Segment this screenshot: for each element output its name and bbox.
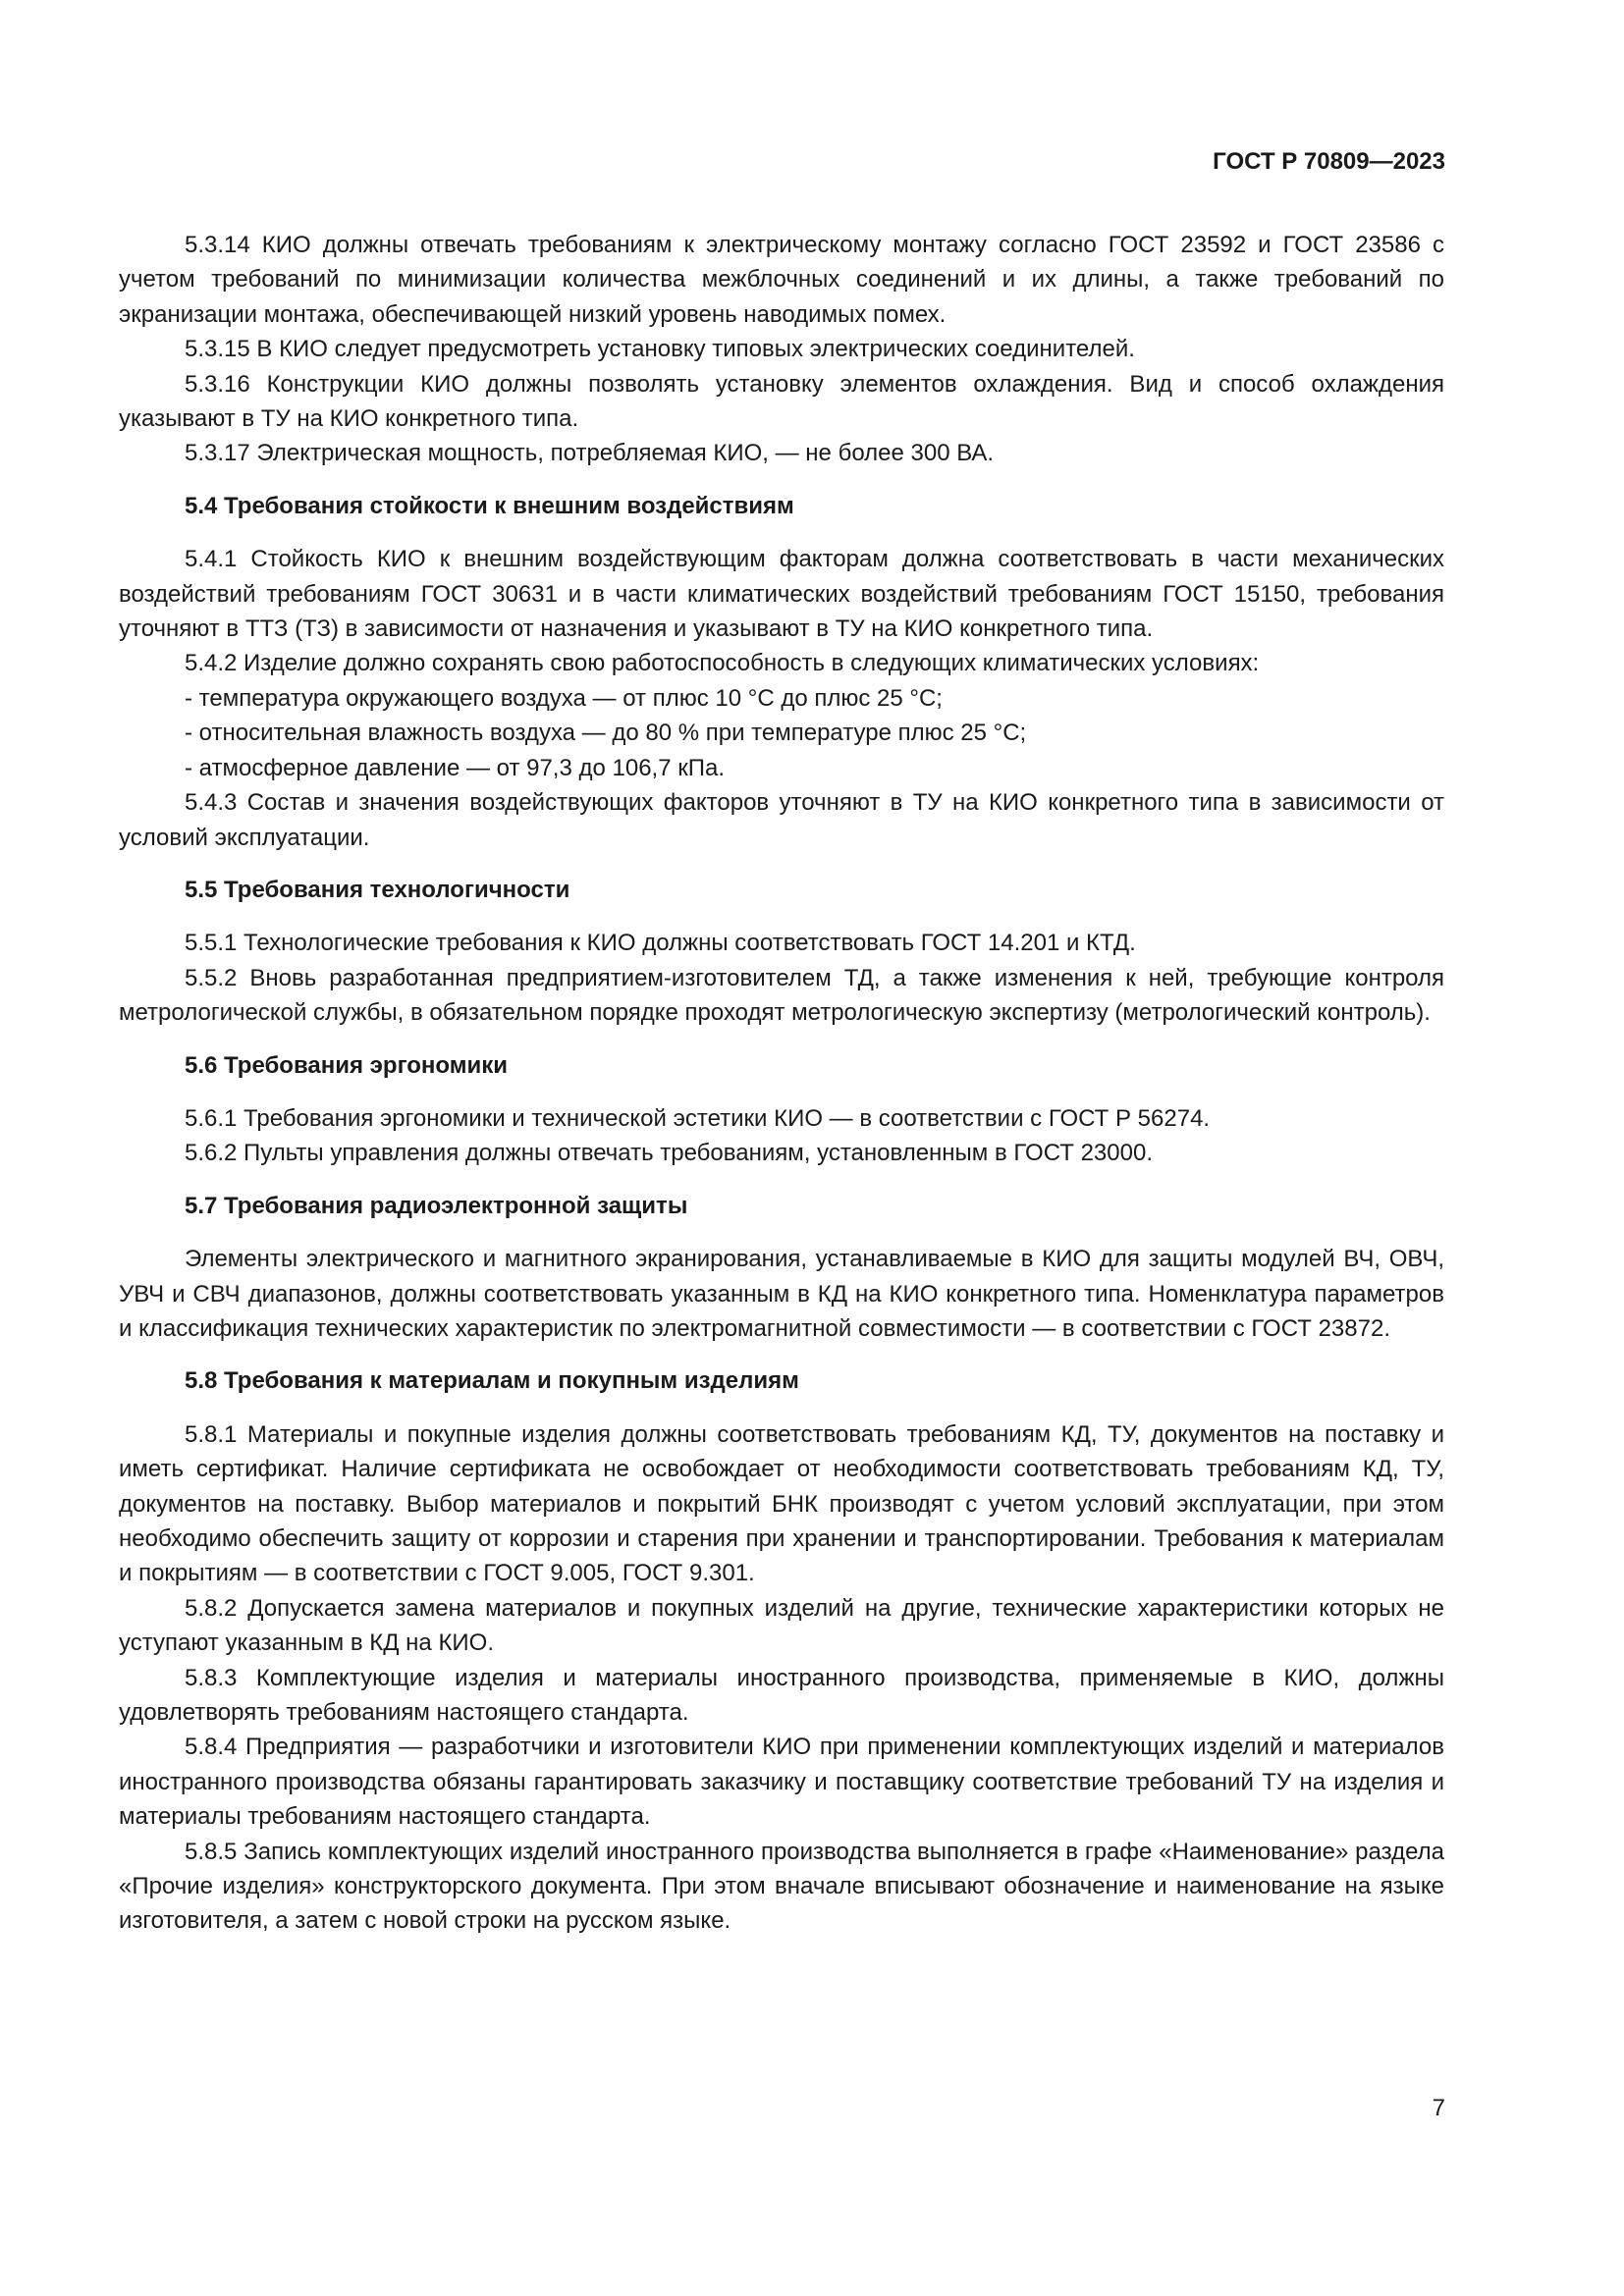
document-code: ГОСТ Р 70809—2023 xyxy=(1213,148,1445,175)
section-heading-5-5: 5.5 Требования технологичности xyxy=(185,876,570,903)
paragraph-5-7: Элементы электрического и магнитного экранирования, устанавливаемые в КИО для защиты модулей ВЧ, ОВЧ, УВЧ и СВЧ диапазонов, должны соответствовать указанным в КД на КИО конкретного типа. Номенклатура параметров и классификация технических характеристик по электромагнитной совместимости — в соответствии с ГОСТ 23872. xyxy=(119,1246,1444,1342)
paragraph-5-8-5: 5.8.5 Запись комплектующих изделий иностранного производства выполняется в графе «Наименование» раздела «Прочие изделия» конструкторского документа. При этом вначале вписывают обозначение и наименование на языке изготовителя, а затем с новой строки на русском языке. xyxy=(119,1838,1444,1935)
paragraph-5-8-2: 5.8.2 Допускается замена материалов и покупных изделий на другие, технические характеристики которых не уступают указанным в КД на КИО. xyxy=(119,1594,1444,1657)
paragraph-5-4-2: 5.4.2 Изделие должно сохранять свою работоспособность в следующих климатических условиях: xyxy=(185,650,1260,677)
section-heading-5-6: 5.6 Требования эргономики xyxy=(185,1051,509,1079)
list-item: - относительная влажность воздуха — до 80 % при температуре плюс 25 °С; xyxy=(185,720,1027,747)
paragraph-5-5-2: 5.5.2 Вновь разработанная предприятием-изготовителем ТД, а также изменения к ней, требующие контроля метрологической службы, в обязательном порядке проходят метрологическую экспертизу (метрологический контроль). xyxy=(119,964,1444,1027)
paragraph-5-3-16: 5.3.16 Конструкции КИО должны позволять установку элементов охлаждения. Вид и способ охлаждения указывают в ТУ на КИО конкретного типа. xyxy=(119,370,1444,433)
page-number: 7 xyxy=(1432,2095,1445,2121)
paragraph-5-3-15: 5.3.15 В КИО следует предусмотреть установку типовых электрических соединителей. xyxy=(185,336,1135,363)
paragraph-5-3-17: 5.3.17 Электрическая мощность, потребляемая КИО, — не более 300 ВА. xyxy=(185,440,995,467)
paragraph-5-3-14: 5.3.14 КИО должны отвечать требованиям к электрическому монтажу согласно ГОСТ 23592 и ГОСТ 23586 с учетом требований по минимизации количества межблочных соединений и их длины, а также требований по экранизации монтажа, обеспечивающей низкий уровень наводимых помех. xyxy=(119,232,1444,328)
paragraph-5-6-2: 5.6.2 Пульты управления должны отвечать требованиям, установленным в ГОСТ 23000. xyxy=(185,1140,1153,1167)
section-heading-5-7: 5.7 Требования радиоэлектронной защиты xyxy=(185,1192,688,1219)
list-item: - атмосферное давление — от 97,3 до 106,7 кПа. xyxy=(185,754,725,781)
list-item: - температура окружающего воздуха — от плюс 10 °С до плюс 25 °С; xyxy=(185,684,943,712)
section-heading-5-4: 5.4 Требования стойкости к внешним воздействиям xyxy=(185,492,794,519)
paragraph-5-8-1: 5.8.1 Материалы и покупные изделия должны соответствовать требованиям КД, ТУ, документов на поставку и иметь сертификат. Наличие сертификата не освобождает от необходимости соответствовать требованиям КД, ТУ, документов на поставку. Выбор материалов и покрытий БНК производят с учетом условий эксплуатации, при этом необходимо обеспечить защиту от коррозии и старения при хранении и транспортировании. Требования к материалам и покрытиям — в соответствии с ГОСТ 9.005, ГОСТ 9.301. xyxy=(119,1420,1444,1587)
document-body xyxy=(119,228,1444,1939)
paragraph-5-4-1: 5.4.1 Стойкость КИО к внешним воздействующим факторам должна соответствовать в части механических воздействий требованиям ГОСТ 30631 и в части климатических воздействий требованиям ГОСТ 15150, требования уточняют в ТТЗ (ТЗ) в зависимости от назначения и указывают в ТУ на КИО конкретного типа. xyxy=(119,546,1444,643)
paragraph-5-5-1: 5.5.1 Технологические требования к КИО должны соответствовать ГОСТ 14.201 и КТД. xyxy=(185,930,1136,957)
section-heading-5-8: 5.8 Требования к материалам и покупным изделиям xyxy=(185,1367,799,1395)
paragraph-5-8-4: 5.8.4 Предприятия — разработчики и изготовители КИО при применении комплектующих изделий и материалов иностранного производства обязаны гарантировать заказчику и поставщику соответствие требований ТУ на изделия и материалы требованиям настоящего стандарта. xyxy=(119,1734,1444,1831)
paragraph-5-4-3: 5.4.3 Состав и значения воздействующих факторов уточняют в ТУ на КИО конкретного типа в зависимости от условий эксплуатации. xyxy=(119,789,1444,851)
paragraph-5-8-3: 5.8.3 Комплектующие изделия и материалы иностранного производства, применяемые в КИО, должны удовлетворять требованиям настоящего стандарта. xyxy=(119,1664,1444,1727)
paragraph-5-6-1: 5.6.1 Требования эргономики и технической эстетики КИО — в соответствии с ГОСТ Р 56274. xyxy=(185,1104,1211,1132)
